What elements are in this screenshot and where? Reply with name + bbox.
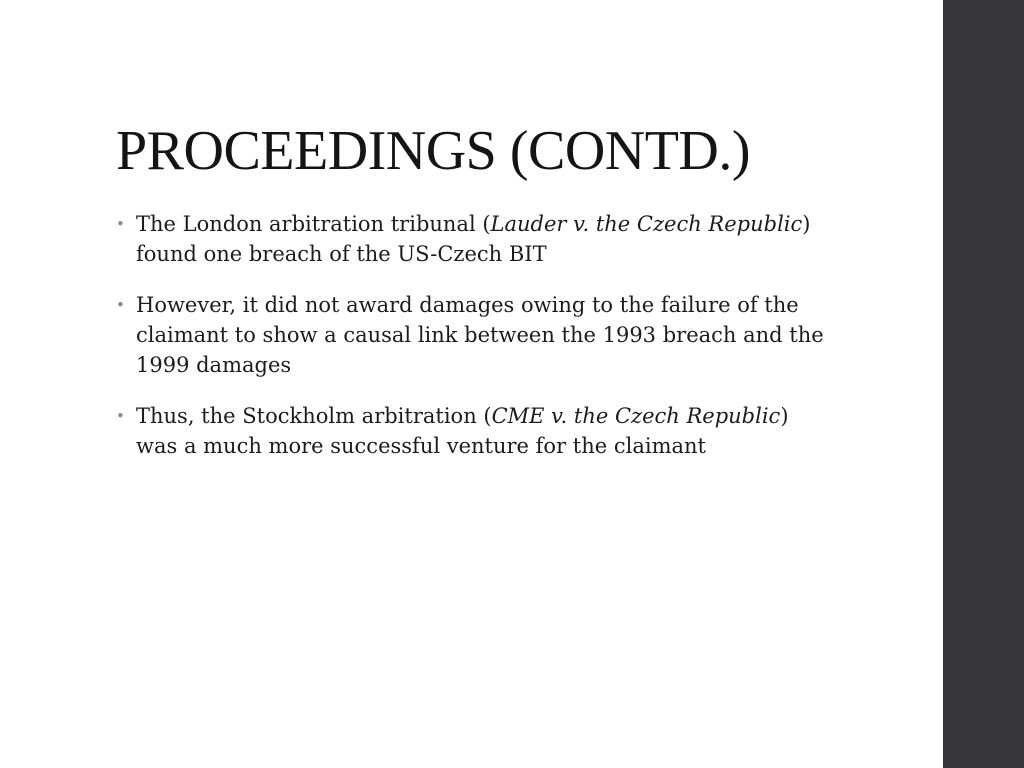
case-name: Lauder v. the Czech Republic: [490, 212, 803, 236]
bullet-list: [116, 209, 836, 482]
bullet-text: ) found one breach of the US-Czech BIT: [136, 212, 811, 266]
bullet-text: However, it did not award damages owing to the failure of the claimant to show a causal link between the 1993 breach and the 1999 damages: [136, 293, 824, 377]
bullet-item: [116, 401, 836, 461]
bullet-text: ) was a much more successful venture for the claimant: [136, 404, 789, 458]
bullet-text: The London arbitration tribunal (: [136, 212, 491, 236]
slide-title: PROCEEDINGS (CONTD.): [116, 120, 750, 182]
bullet-marker: •: [116, 215, 125, 233]
bullet-text: Thus, the Stockholm arbitration (: [136, 404, 492, 428]
bullet-item: [116, 209, 836, 269]
side-accent-bar: [943, 0, 1024, 768]
bullet-item: [116, 290, 836, 380]
case-name: CME v. the Czech Republic: [491, 404, 781, 428]
bullet-marker: •: [116, 296, 125, 314]
bullet-marker: •: [116, 407, 125, 425]
